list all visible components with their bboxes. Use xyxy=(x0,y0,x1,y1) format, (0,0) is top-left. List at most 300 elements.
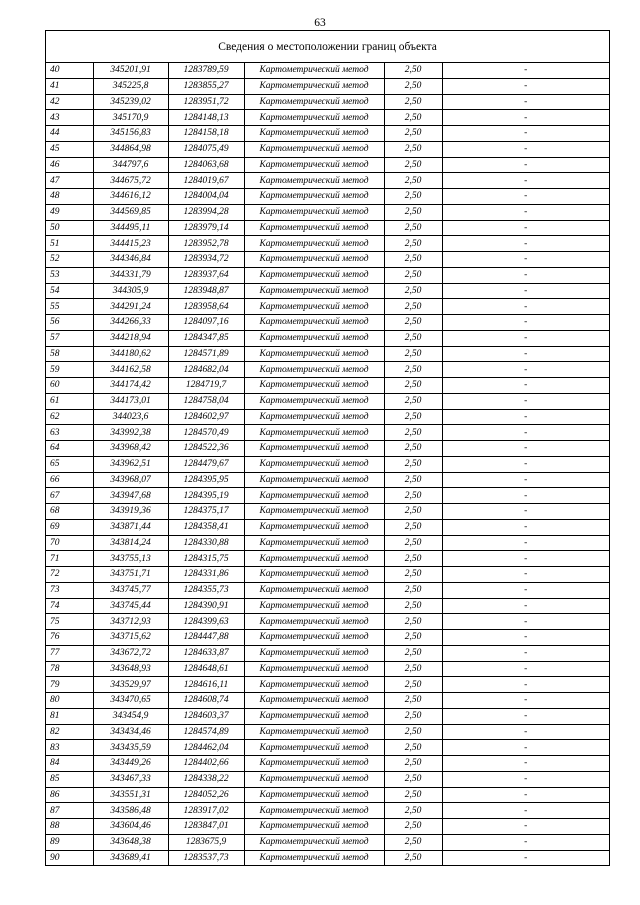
y-coordinate-cell: 1284158,18 xyxy=(168,126,244,142)
x-coordinate-cell: 345170,9 xyxy=(93,110,168,126)
method-cell: Картометрический метод xyxy=(244,94,384,110)
accuracy-cell: 2,50 xyxy=(384,724,442,740)
accuracy-cell: 2,50 xyxy=(384,126,442,142)
description-cell: - xyxy=(442,488,609,504)
y-coordinate-cell: 1284570,49 xyxy=(168,425,244,441)
y-coordinate-cell: 1284148,13 xyxy=(168,110,244,126)
y-coordinate-cell: 1283789,59 xyxy=(168,63,244,78)
x-coordinate-cell: 344291,24 xyxy=(93,299,168,315)
description-cell: - xyxy=(442,220,609,236)
x-coordinate-cell: 344569,85 xyxy=(93,204,168,220)
y-coordinate-cell: 1284603,37 xyxy=(168,708,244,724)
y-coordinate-cell: 1284358,41 xyxy=(168,519,244,535)
y-coordinate-cell: 1284616,11 xyxy=(168,677,244,693)
table-row xyxy=(46,677,609,693)
accuracy-cell: 2,50 xyxy=(384,299,442,315)
y-coordinate-cell: 1284608,74 xyxy=(168,693,244,709)
point-number-cell: 67 xyxy=(46,488,93,504)
boundary-table-frame xyxy=(45,30,610,866)
accuracy-cell: 2,50 xyxy=(384,803,442,819)
point-number-cell: 87 xyxy=(46,803,93,819)
y-coordinate-cell: 1284063,68 xyxy=(168,157,244,173)
description-cell: - xyxy=(442,535,609,551)
x-coordinate-cell: 345201,91 xyxy=(93,63,168,78)
y-coordinate-cell: 1284574,89 xyxy=(168,724,244,740)
table-row xyxy=(46,645,609,661)
description-cell: - xyxy=(442,283,609,299)
method-cell: Картометрический метод xyxy=(244,488,384,504)
point-number-cell: 49 xyxy=(46,204,93,220)
method-cell: Картометрический метод xyxy=(244,614,384,630)
x-coordinate-cell: 343712,93 xyxy=(93,614,168,630)
method-cell: Картометрический метод xyxy=(244,551,384,567)
method-cell: Картометрический метод xyxy=(244,441,384,457)
x-coordinate-cell: 343968,42 xyxy=(93,441,168,457)
x-coordinate-cell: 345225,8 xyxy=(93,78,168,94)
table-row xyxy=(46,393,609,409)
accuracy-cell: 2,50 xyxy=(384,535,442,551)
description-cell: - xyxy=(442,645,609,661)
description-cell: - xyxy=(524,852,528,863)
point-number-cell: 83 xyxy=(46,740,93,756)
y-coordinate-cell: 1283675,9 xyxy=(168,834,244,850)
description-cell: - xyxy=(442,252,609,268)
y-coordinate-cell: 1284330,88 xyxy=(168,535,244,551)
table-row xyxy=(46,141,609,157)
y-coordinate-cell: 1284395,19 xyxy=(168,488,244,504)
method-cell: Картометрический метод xyxy=(244,236,384,252)
page-number: 63 xyxy=(314,17,326,29)
accuracy-cell: 2,50 xyxy=(384,472,442,488)
x-coordinate-cell: 344218,94 xyxy=(93,330,168,346)
table-row xyxy=(46,110,609,126)
method-cell: Картометрический метод xyxy=(244,189,384,205)
table-row xyxy=(46,315,609,331)
table-row xyxy=(46,456,609,472)
table-row xyxy=(46,819,609,835)
accuracy-cell: 2,50 xyxy=(384,63,442,78)
table-row xyxy=(46,236,609,252)
accuracy-cell: 2,50 xyxy=(384,393,442,409)
point-number-cell: 78 xyxy=(46,661,93,677)
table-row xyxy=(46,567,609,583)
accuracy-cell: 2,50 xyxy=(384,567,442,583)
accuracy-cell: 2,50 xyxy=(384,708,442,724)
table-row xyxy=(46,441,609,457)
x-coordinate-cell: 343648,38 xyxy=(93,834,168,850)
description-cell: - xyxy=(442,315,609,331)
method-cell: Картометрический метод xyxy=(244,756,384,772)
x-coordinate-cell: 343745,44 xyxy=(93,598,168,614)
table-row xyxy=(46,157,609,173)
description-cell: - xyxy=(442,189,609,205)
point-number-cell: 53 xyxy=(46,267,93,283)
y-coordinate-cell: 1283951,72 xyxy=(168,94,244,110)
table-row xyxy=(46,504,609,520)
point-number-cell: 73 xyxy=(46,582,93,598)
point-number-cell: 50 xyxy=(46,220,93,236)
x-coordinate-cell: 344797,6 xyxy=(93,157,168,173)
point-number-cell: 48 xyxy=(46,189,93,205)
x-coordinate-cell: 343529,97 xyxy=(93,677,168,693)
point-number-cell: 41 xyxy=(46,78,93,94)
x-coordinate-cell: 344616,12 xyxy=(93,189,168,205)
method-cell: Картометрический метод xyxy=(244,425,384,441)
table-row xyxy=(46,771,609,787)
accuracy-cell: 2,50 xyxy=(384,771,442,787)
table-row xyxy=(46,551,609,567)
x-coordinate-cell: 343871,44 xyxy=(93,519,168,535)
accuracy-cell: 2,50 xyxy=(384,645,442,661)
description-cell: - xyxy=(442,78,609,94)
description-cell: - xyxy=(442,771,609,787)
method-cell: Картометрический метод xyxy=(244,409,384,425)
x-coordinate-cell: 343947,68 xyxy=(93,488,168,504)
description-cell: - xyxy=(442,834,609,850)
point-number-cell: 70 xyxy=(46,535,93,551)
table-row xyxy=(46,362,609,378)
y-coordinate-cell: 1284462,04 xyxy=(168,740,244,756)
table-row xyxy=(46,535,609,551)
method-cell: Картометрический метод xyxy=(244,598,384,614)
point-number-cell: 54 xyxy=(46,283,93,299)
point-number-cell: 90 xyxy=(46,850,93,865)
accuracy-cell: 2,50 xyxy=(384,283,442,299)
section-title: Сведения о местоположении границ объекта xyxy=(46,31,609,63)
method-cell: Картометрический метод xyxy=(244,204,384,220)
description-cell: - xyxy=(442,630,609,646)
table-row xyxy=(46,78,609,94)
point-number-cell: 61 xyxy=(46,393,93,409)
table-row xyxy=(46,708,609,724)
coordinates-table-body xyxy=(46,63,609,865)
method-cell: Картометрический метод xyxy=(244,110,384,126)
point-number-cell: 57 xyxy=(46,330,93,346)
accuracy-cell: 2,50 xyxy=(384,267,442,283)
accuracy-cell: 2,50 xyxy=(384,677,442,693)
description-cell: - xyxy=(442,693,609,709)
description-cell: - xyxy=(442,724,609,740)
method-cell: Картометрический метод xyxy=(244,504,384,520)
method-cell: Картометрический метод xyxy=(244,724,384,740)
point-number-cell: 79 xyxy=(46,677,93,693)
x-coordinate-cell: 343470,65 xyxy=(93,693,168,709)
table-row xyxy=(46,787,609,803)
x-coordinate-cell: 343586,48 xyxy=(93,803,168,819)
accuracy-cell: 2,50 xyxy=(384,598,442,614)
accuracy-cell: 2,50 xyxy=(384,850,442,865)
table-row xyxy=(46,582,609,598)
method-cell: Картометрический метод xyxy=(244,803,384,819)
x-coordinate-cell: 343648,93 xyxy=(93,661,168,677)
table-row xyxy=(46,126,609,142)
y-coordinate-cell: 1284758,04 xyxy=(168,393,244,409)
method-cell: Картометрический метод xyxy=(244,362,384,378)
y-coordinate-cell: 1284648,61 xyxy=(168,661,244,677)
y-coordinate-cell: 1284682,04 xyxy=(168,362,244,378)
y-coordinate-cell: 1284390,91 xyxy=(168,598,244,614)
method-cell: Картометрический метод xyxy=(244,740,384,756)
accuracy-cell: 2,50 xyxy=(384,519,442,535)
point-number-cell: 72 xyxy=(46,567,93,583)
accuracy-cell: 2,50 xyxy=(384,78,442,94)
description-cell: - xyxy=(442,756,609,772)
y-coordinate-cell: 1284338,22 xyxy=(168,771,244,787)
point-number-cell: 89 xyxy=(46,834,93,850)
accuracy-cell: 2,50 xyxy=(384,456,442,472)
x-coordinate-cell: 343689,41 xyxy=(93,850,168,865)
accuracy-cell: 2,50 xyxy=(384,378,442,394)
accuracy-cell: 2,50 xyxy=(384,740,442,756)
x-coordinate-cell: 343435,59 xyxy=(93,740,168,756)
table-row xyxy=(46,378,609,394)
description-cell: - xyxy=(442,472,609,488)
description-cell: - xyxy=(442,456,609,472)
accuracy-cell: 2,50 xyxy=(384,204,442,220)
accuracy-cell: 2,50 xyxy=(384,346,442,362)
table-row xyxy=(46,598,609,614)
x-coordinate-cell: 343968,07 xyxy=(93,472,168,488)
x-coordinate-cell: 343814,24 xyxy=(93,535,168,551)
point-number-cell: 82 xyxy=(46,724,93,740)
y-coordinate-cell: 1283937,64 xyxy=(168,267,244,283)
x-coordinate-cell: 343992,38 xyxy=(93,425,168,441)
description-cell: - xyxy=(442,393,609,409)
method-cell: Картометрический метод xyxy=(244,141,384,157)
description-cell: - xyxy=(442,551,609,567)
accuracy-cell: 2,50 xyxy=(384,315,442,331)
point-number-cell: 64 xyxy=(46,441,93,457)
point-number-cell: 74 xyxy=(46,598,93,614)
table-row xyxy=(46,220,609,236)
point-number-cell: 46 xyxy=(46,157,93,173)
point-number-cell: 63 xyxy=(46,425,93,441)
description-cell: - xyxy=(442,236,609,252)
method-cell: Картометрический метод xyxy=(244,771,384,787)
description-cell: - xyxy=(442,362,609,378)
point-number-cell: 51 xyxy=(46,236,93,252)
table-row xyxy=(46,661,609,677)
y-coordinate-cell: 1283952,78 xyxy=(168,236,244,252)
description-cell: - xyxy=(442,204,609,220)
x-coordinate-cell: 343919,36 xyxy=(93,504,168,520)
description-cell: - xyxy=(442,614,609,630)
method-cell: Картометрический метод xyxy=(244,346,384,362)
point-number-cell: 85 xyxy=(46,771,93,787)
table-row xyxy=(46,472,609,488)
method-cell: Картометрический метод xyxy=(244,645,384,661)
accuracy-cell: 2,50 xyxy=(384,94,442,110)
table-row xyxy=(46,724,609,740)
accuracy-cell: 2,50 xyxy=(384,110,442,126)
method-cell: Картометрический метод xyxy=(244,787,384,803)
y-coordinate-cell: 1284402,66 xyxy=(168,756,244,772)
table-row xyxy=(46,630,609,646)
x-coordinate-cell: 344346,84 xyxy=(93,252,168,268)
table-row xyxy=(46,756,609,772)
method-cell: Картометрический метод xyxy=(244,456,384,472)
description-cell: - xyxy=(442,598,609,614)
y-coordinate-cell: 1283917,02 xyxy=(168,803,244,819)
description-cell: - xyxy=(442,582,609,598)
x-coordinate-cell: 344675,72 xyxy=(93,173,168,189)
accuracy-cell: 2,50 xyxy=(384,220,442,236)
x-coordinate-cell: 343454,9 xyxy=(93,708,168,724)
point-number-cell: 77 xyxy=(46,645,93,661)
y-coordinate-cell: 1283855,27 xyxy=(168,78,244,94)
x-coordinate-cell: 343962,51 xyxy=(93,456,168,472)
point-number-cell: 76 xyxy=(46,630,93,646)
description-cell: - xyxy=(442,708,609,724)
method-cell: Картометрический метод xyxy=(244,283,384,299)
table-row xyxy=(46,850,609,865)
method-cell: Картометрический метод xyxy=(244,834,384,850)
x-coordinate-cell: 344174,42 xyxy=(93,378,168,394)
description-cell: - xyxy=(442,425,609,441)
y-coordinate-cell: 1284075,49 xyxy=(168,141,244,157)
method-cell: Картометрический метод xyxy=(244,330,384,346)
table-row xyxy=(46,252,609,268)
description-cell: - xyxy=(442,567,609,583)
y-coordinate-cell: 1284479,67 xyxy=(168,456,244,472)
accuracy-cell: 2,50 xyxy=(384,693,442,709)
y-coordinate-cell: 1283934,72 xyxy=(168,252,244,268)
description-cell: - xyxy=(442,740,609,756)
description-cell: - xyxy=(442,141,609,157)
description-cell: - xyxy=(442,677,609,693)
description-cell: - xyxy=(442,330,609,346)
accuracy-cell: 2,50 xyxy=(384,330,442,346)
x-coordinate-cell: 344495,11 xyxy=(93,220,168,236)
description-cell: - xyxy=(442,787,609,803)
y-coordinate-cell: 1284633,87 xyxy=(168,645,244,661)
table-row xyxy=(46,425,609,441)
x-coordinate-cell: 344266,33 xyxy=(93,315,168,331)
point-number-cell: 43 xyxy=(46,110,93,126)
method-cell: Картометрический метод xyxy=(244,378,384,394)
x-coordinate-cell: 343715,62 xyxy=(93,630,168,646)
description-cell: - xyxy=(442,126,609,142)
point-number-cell: 56 xyxy=(46,315,93,331)
table-row xyxy=(46,299,609,315)
table-row xyxy=(46,693,609,709)
accuracy-cell: 2,50 xyxy=(384,787,442,803)
x-coordinate-cell: 343467,33 xyxy=(93,771,168,787)
y-coordinate-cell: 1284315,75 xyxy=(168,551,244,567)
method-cell: Картометрический метод xyxy=(244,267,384,283)
y-coordinate-cell: 1284395,95 xyxy=(168,472,244,488)
description-cell: - xyxy=(442,157,609,173)
point-number-cell: 71 xyxy=(46,551,93,567)
description-cell: - xyxy=(442,661,609,677)
accuracy-cell: 2,50 xyxy=(384,252,442,268)
accuracy-cell: 2,50 xyxy=(384,441,442,457)
point-number-cell: 42 xyxy=(46,94,93,110)
accuracy-cell: 2,50 xyxy=(384,834,442,850)
y-coordinate-cell: 1284019,67 xyxy=(168,173,244,189)
y-coordinate-cell: 1284447,88 xyxy=(168,630,244,646)
point-number-cell: 40 xyxy=(46,63,93,78)
y-coordinate-cell: 1284571,89 xyxy=(168,346,244,362)
point-number-cell: 59 xyxy=(46,362,93,378)
accuracy-cell: 2,50 xyxy=(384,425,442,441)
y-coordinate-cell: 1283979,14 xyxy=(168,220,244,236)
method-cell: Картометрический метод xyxy=(244,126,384,142)
accuracy-cell: 2,50 xyxy=(384,630,442,646)
accuracy-cell: 2,50 xyxy=(384,141,442,157)
x-coordinate-cell: 344023,6 xyxy=(93,409,168,425)
table-row xyxy=(46,740,609,756)
x-coordinate-cell: 343551,31 xyxy=(93,787,168,803)
accuracy-cell: 2,50 xyxy=(384,189,442,205)
accuracy-cell: 2,50 xyxy=(384,173,442,189)
table-row xyxy=(46,330,609,346)
point-number-cell: 55 xyxy=(46,299,93,315)
table-row xyxy=(46,803,609,819)
method-cell: Картометрический метод xyxy=(244,315,384,331)
point-number-cell: 45 xyxy=(46,141,93,157)
method-cell: Картометрический метод xyxy=(244,819,384,835)
method-cell: Картометрический метод xyxy=(244,63,384,78)
table-row xyxy=(46,63,609,78)
y-coordinate-cell: 1284347,85 xyxy=(168,330,244,346)
accuracy-cell: 2,50 xyxy=(384,504,442,520)
method-cell: Картометрический метод xyxy=(244,535,384,551)
y-coordinate-cell: 1284375,17 xyxy=(168,504,244,520)
coordinates-table xyxy=(46,63,609,865)
point-number-cell: 80 xyxy=(46,693,93,709)
description-cell: - xyxy=(442,346,609,362)
x-coordinate-cell: 344305,9 xyxy=(93,283,168,299)
table-row xyxy=(46,283,609,299)
table-row xyxy=(46,346,609,362)
table-row xyxy=(46,189,609,205)
method-cell: Картометрический метод xyxy=(244,157,384,173)
description-cell: - xyxy=(442,378,609,394)
x-coordinate-cell: 344180,62 xyxy=(93,346,168,362)
method-cell: Картометрический метод xyxy=(244,567,384,583)
point-number-cell: 65 xyxy=(46,456,93,472)
y-coordinate-cell: 1284399,63 xyxy=(168,614,244,630)
method-cell: Картометрический метод xyxy=(244,630,384,646)
method-cell: Картометрический метод xyxy=(244,252,384,268)
y-coordinate-cell: 1284097,16 xyxy=(168,315,244,331)
point-number-cell: 81 xyxy=(46,708,93,724)
y-coordinate-cell: 1283994,28 xyxy=(168,204,244,220)
y-coordinate-cell: 1284522,36 xyxy=(168,441,244,457)
description-cell: - xyxy=(442,173,609,189)
description-cell: - xyxy=(442,441,609,457)
x-coordinate-cell: 344173,01 xyxy=(93,393,168,409)
method-cell: Картометрический метод xyxy=(244,472,384,488)
method-cell: Картометрический метод xyxy=(244,661,384,677)
x-coordinate-cell: 344415,23 xyxy=(93,236,168,252)
point-number-cell: 62 xyxy=(46,409,93,425)
x-coordinate-cell: 344331,79 xyxy=(93,267,168,283)
point-number-cell: 66 xyxy=(46,472,93,488)
description-cell: - xyxy=(442,267,609,283)
y-coordinate-cell: 1283958,64 xyxy=(168,299,244,315)
table-row xyxy=(46,488,609,504)
table-row xyxy=(46,267,609,283)
accuracy-cell: 2,50 xyxy=(384,661,442,677)
x-coordinate-cell: 343745,77 xyxy=(93,582,168,598)
accuracy-cell: 2,50 xyxy=(384,409,442,425)
point-number-cell: 86 xyxy=(46,787,93,803)
method-cell: Картометрический метод xyxy=(244,78,384,94)
point-number-cell: 60 xyxy=(46,378,93,394)
table-row xyxy=(46,614,609,630)
